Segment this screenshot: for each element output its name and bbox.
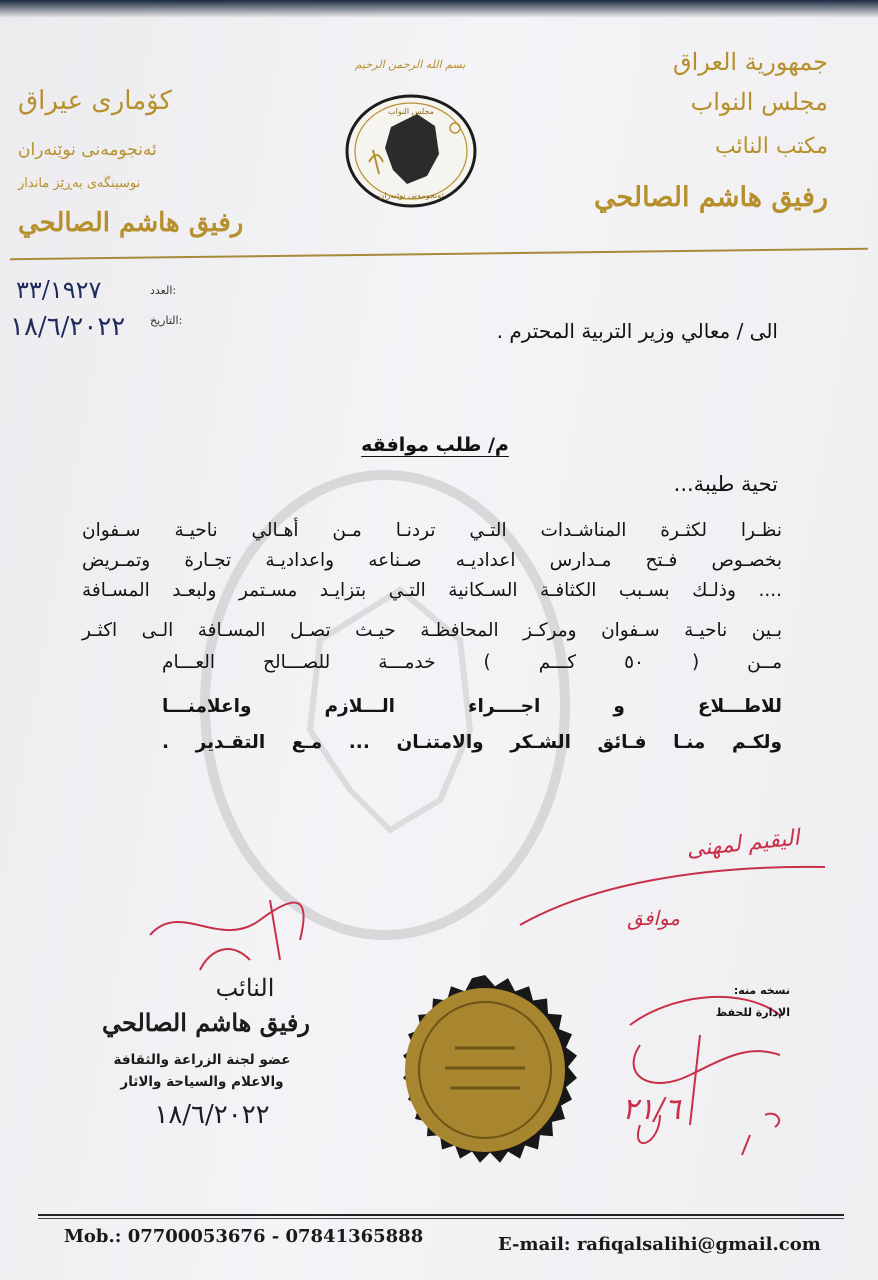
- letterhead-right-line4: رفيق هاشم الصالحي: [594, 182, 828, 213]
- recipient: الى / معالي وزير التربية المحترم .: [496, 319, 778, 343]
- footer-email: E-mail: rafiqalsalihi@gmail.com: [498, 1234, 821, 1255]
- basmala: بسم الله الرحمن الرحيم: [354, 58, 466, 71]
- body-line-4: بـين ناحيـة سـفوان ومركـز المحافظـة حيـث تصـل المسـافة الـى اكثـر: [82, 620, 782, 641]
- emblem-top-text: مجلس النواب: [388, 107, 434, 116]
- handwritten-date-right: ٢١/٦: [622, 1092, 681, 1127]
- emblem-bottom-text: ئەنجومەنی نوێنەران: [378, 191, 444, 200]
- letterhead-left-line2: ئەنجومەنی نوێنەران: [18, 140, 157, 160]
- date-label: التاريخ:: [150, 314, 183, 327]
- letterhead-left-line4: رفيق هاشم الصالحي: [18, 208, 244, 238]
- signature-role-2: والاعلام والسياحة والاثار: [120, 1074, 284, 1090]
- copy-to-item: الإدارة للحفظ: [715, 1006, 790, 1019]
- letterhead-right-line2: مجلس النواب: [690, 88, 828, 116]
- footer-divider: [38, 1214, 844, 1216]
- copy-to-label: نسخه منه:: [733, 984, 790, 997]
- parliament-emblem: [343, 92, 479, 210]
- number-value: ٣٣/١٩٢٧: [16, 276, 102, 304]
- footer-mobile: Mob.: 07700053676 - 07841365888: [64, 1226, 424, 1247]
- header-divider: [10, 248, 868, 260]
- date-value: ١٨/٦/٢٠٢٢: [10, 312, 126, 342]
- minister-note-approval: موافق: [627, 906, 680, 930]
- signature-role-1: عضو لجنة الزراعة والثقافة: [113, 1052, 291, 1068]
- subject: م/ طلب موافقه: [361, 434, 509, 456]
- minister-note-line1: الیقیم لمهنی: [685, 825, 801, 863]
- letterhead-right-line1: جمهورية العراق: [672, 48, 828, 76]
- letterhead-left-line1: كۆماری عیراق: [18, 86, 172, 116]
- letterhead-right-line3: مكتب النائب: [714, 134, 828, 159]
- body-line-2: بخصـوص فـتح مـدارس اعداديـه صـناعه واعداديـة تجـارة وتمـريض: [82, 550, 782, 571]
- body-line-7: ولكـم منـا فـائق الشـكر والامتنـان ... مـع التقـدير .: [162, 732, 782, 753]
- body-line-5: مــن ( ٥٠ كـــم ) خدمـــة للصـــالح العـــام: [162, 652, 782, 673]
- letterhead-left-line3: نوسینگەی بەڕێز ماندار: [18, 176, 141, 191]
- signature-title: النائب: [215, 974, 275, 1002]
- signature-date: ١٨/٦/٢٠٢٢: [154, 1100, 270, 1130]
- body-line-6: للاطـــلاع و اجــــراء الـــلازم واعلامنـــا: [162, 696, 782, 717]
- footer-divider-thin: [38, 1218, 844, 1219]
- greeting: تحية طيبة...: [673, 472, 778, 496]
- number-label: العدد:: [150, 284, 177, 297]
- body-line-3: .... وذلـك بسـبب الكثافـة السـكانية التـي بتزايـد مسـتمر ولبعـد المسـافة: [82, 580, 782, 601]
- signature-name: رفيق هاشم الصالحي: [102, 1008, 310, 1037]
- body-line-1: نظـرا لكثـرة المناشـدات التـي تردنـا مـن أهـالي ناحيـة سـفوان: [82, 520, 782, 541]
- gold-seal: [365, 948, 605, 1188]
